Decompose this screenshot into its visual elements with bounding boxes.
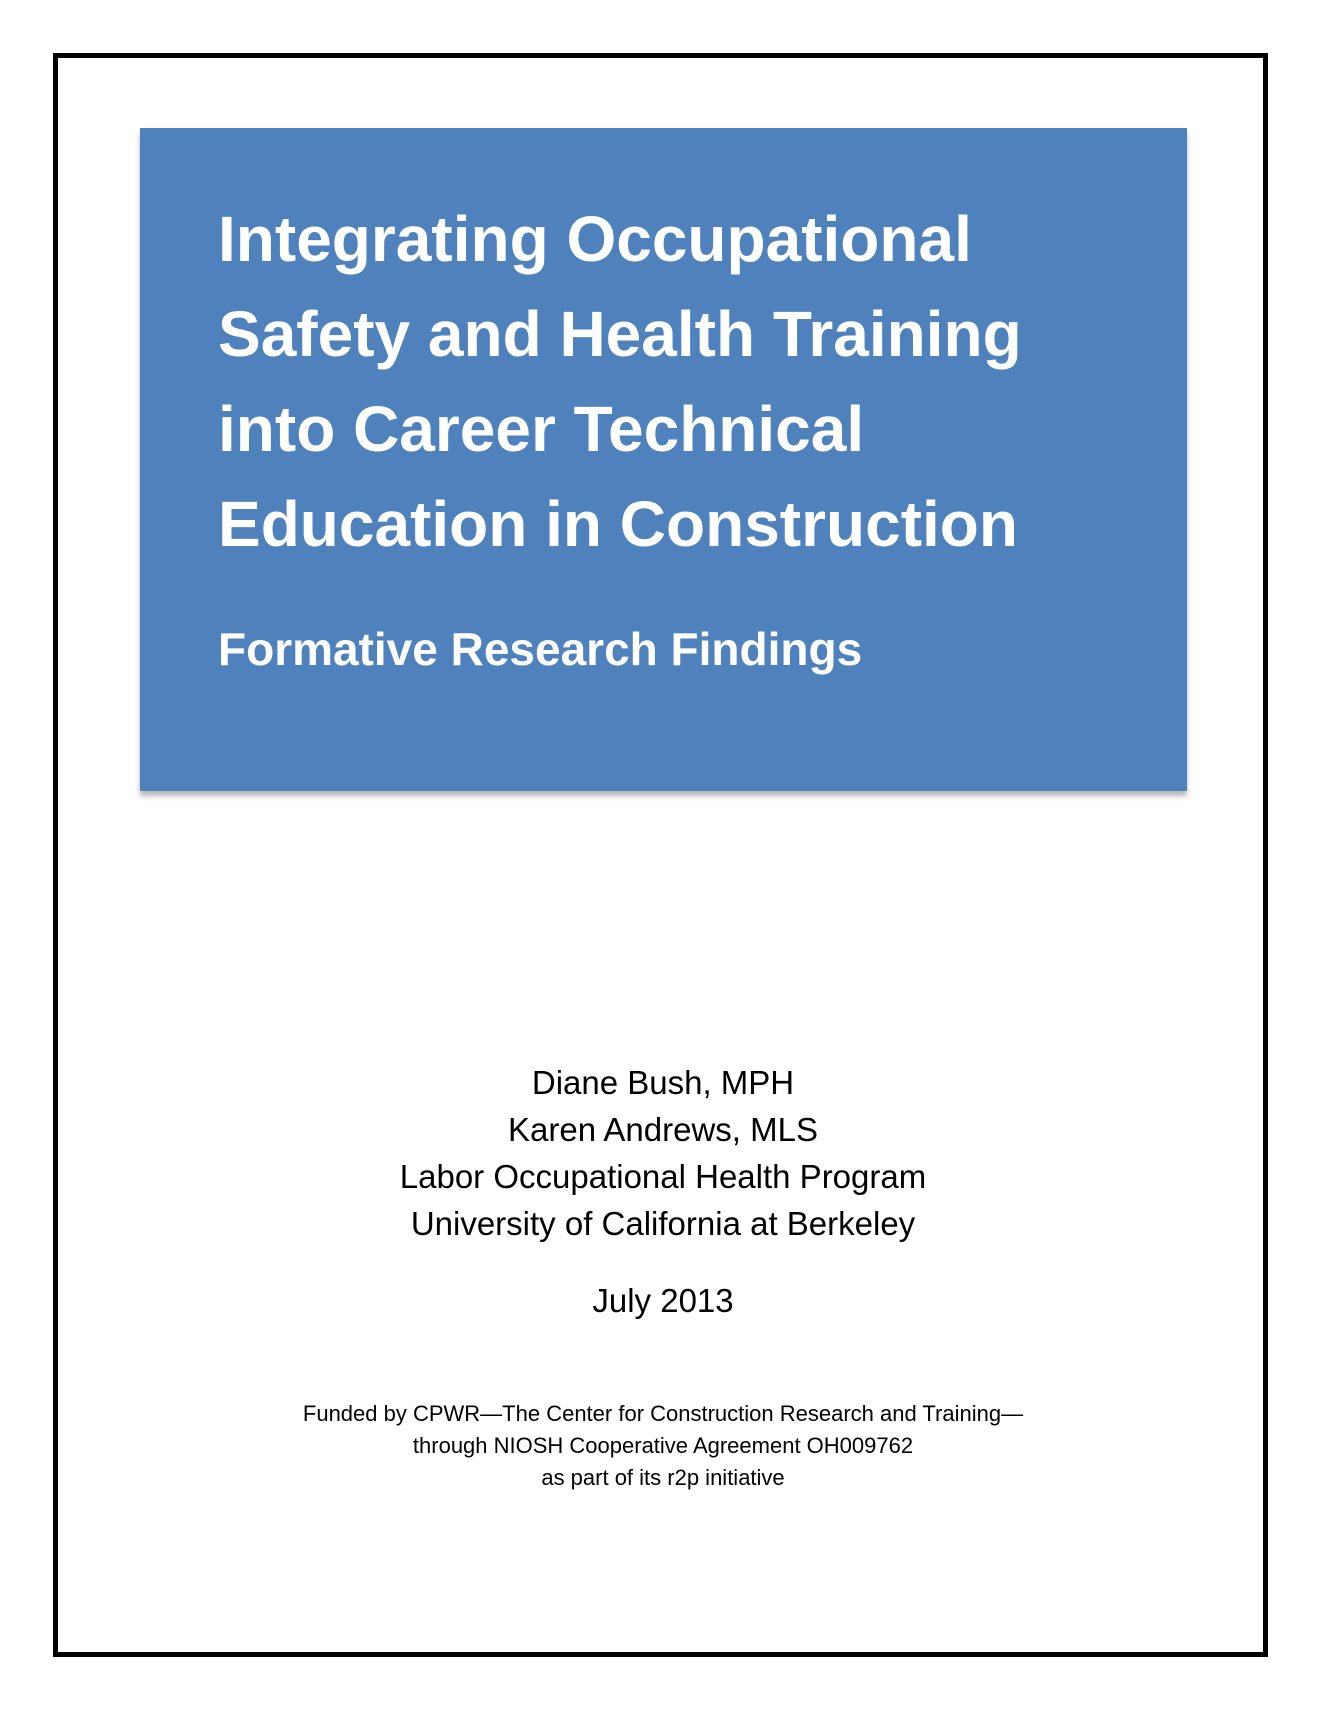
- author-program: Labor Occupational Health Program: [399, 1158, 927, 1195]
- title-line-4: Education in Construction: [218, 488, 1018, 560]
- funding-statement: [0, 1398, 1326, 1494]
- title-line-1: Integrating Occupational: [218, 203, 972, 275]
- author-institution: University of California at Berkeley: [410, 1205, 916, 1242]
- author-name-1: Diane Bush, MPH: [531, 1064, 795, 1101]
- title-line-2: Safety and Health Training: [218, 298, 1022, 370]
- report-title: [218, 192, 1187, 572]
- funding-line-2: through NIOSH Cooperative Agreement OH009762: [412, 1433, 914, 1458]
- title-line-3: into Career Technical: [218, 393, 865, 465]
- publication-date: July 2013: [592, 1282, 734, 1319]
- title-box: [140, 128, 1187, 791]
- author-block: [0, 1059, 1326, 1247]
- funding-line-1: Funded by CPWR—The Center for Construction Research and Training—: [302, 1401, 1024, 1426]
- author-name-2: Karen Andrews, MLS: [508, 1111, 818, 1148]
- funding-line-3: as part of its r2p initiative: [541, 1465, 785, 1490]
- report-subtitle: Formative Research Findings: [218, 623, 863, 675]
